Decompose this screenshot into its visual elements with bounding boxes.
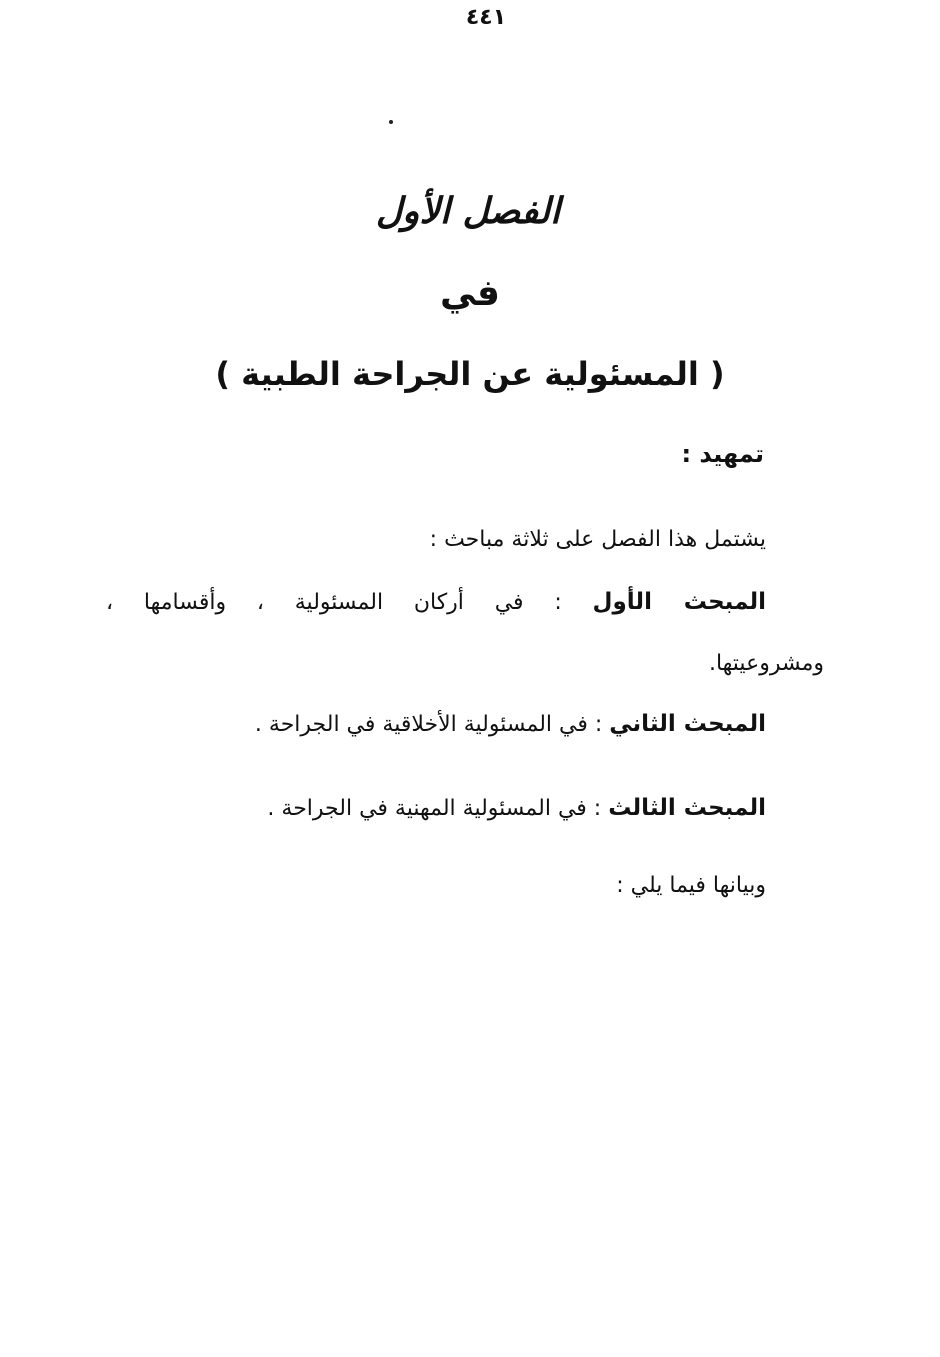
section-text-1: : في أركان المسئولية ، وأقسامها ، [106,590,593,615]
section-label-2: المبحث الثاني [609,711,766,737]
intro-heading: تمهيد : [681,440,764,468]
section-item-2 [255,704,766,745]
closing-text: وبيانها فيما يلي : [616,873,766,898]
section-text-3: : في المسئولية المهنية في الجراحة . [267,796,609,821]
chapter-connector: في [440,273,500,314]
section-label-1: المبحث الأول [592,589,767,615]
page-number: ٤٤١ [465,5,507,30]
section-text-2: : في المسئولية الأخلاقية في الجراحة . [254,712,610,737]
section-item-3 [267,788,766,829]
print-speck [389,120,393,124]
intro-text: يشتمل هذا الفصل على ثلاثة مباحث : [429,527,766,552]
section-item-1 [106,582,766,623]
chapter-subject: ( المسئولية عن الجراحة الطبية ) [215,355,725,393]
section-label-3: المبحث الثالث [608,795,766,821]
section-continuation-1: ومشروعيتها. [708,651,824,676]
chapter-title: الفصل الأول [375,191,561,232]
